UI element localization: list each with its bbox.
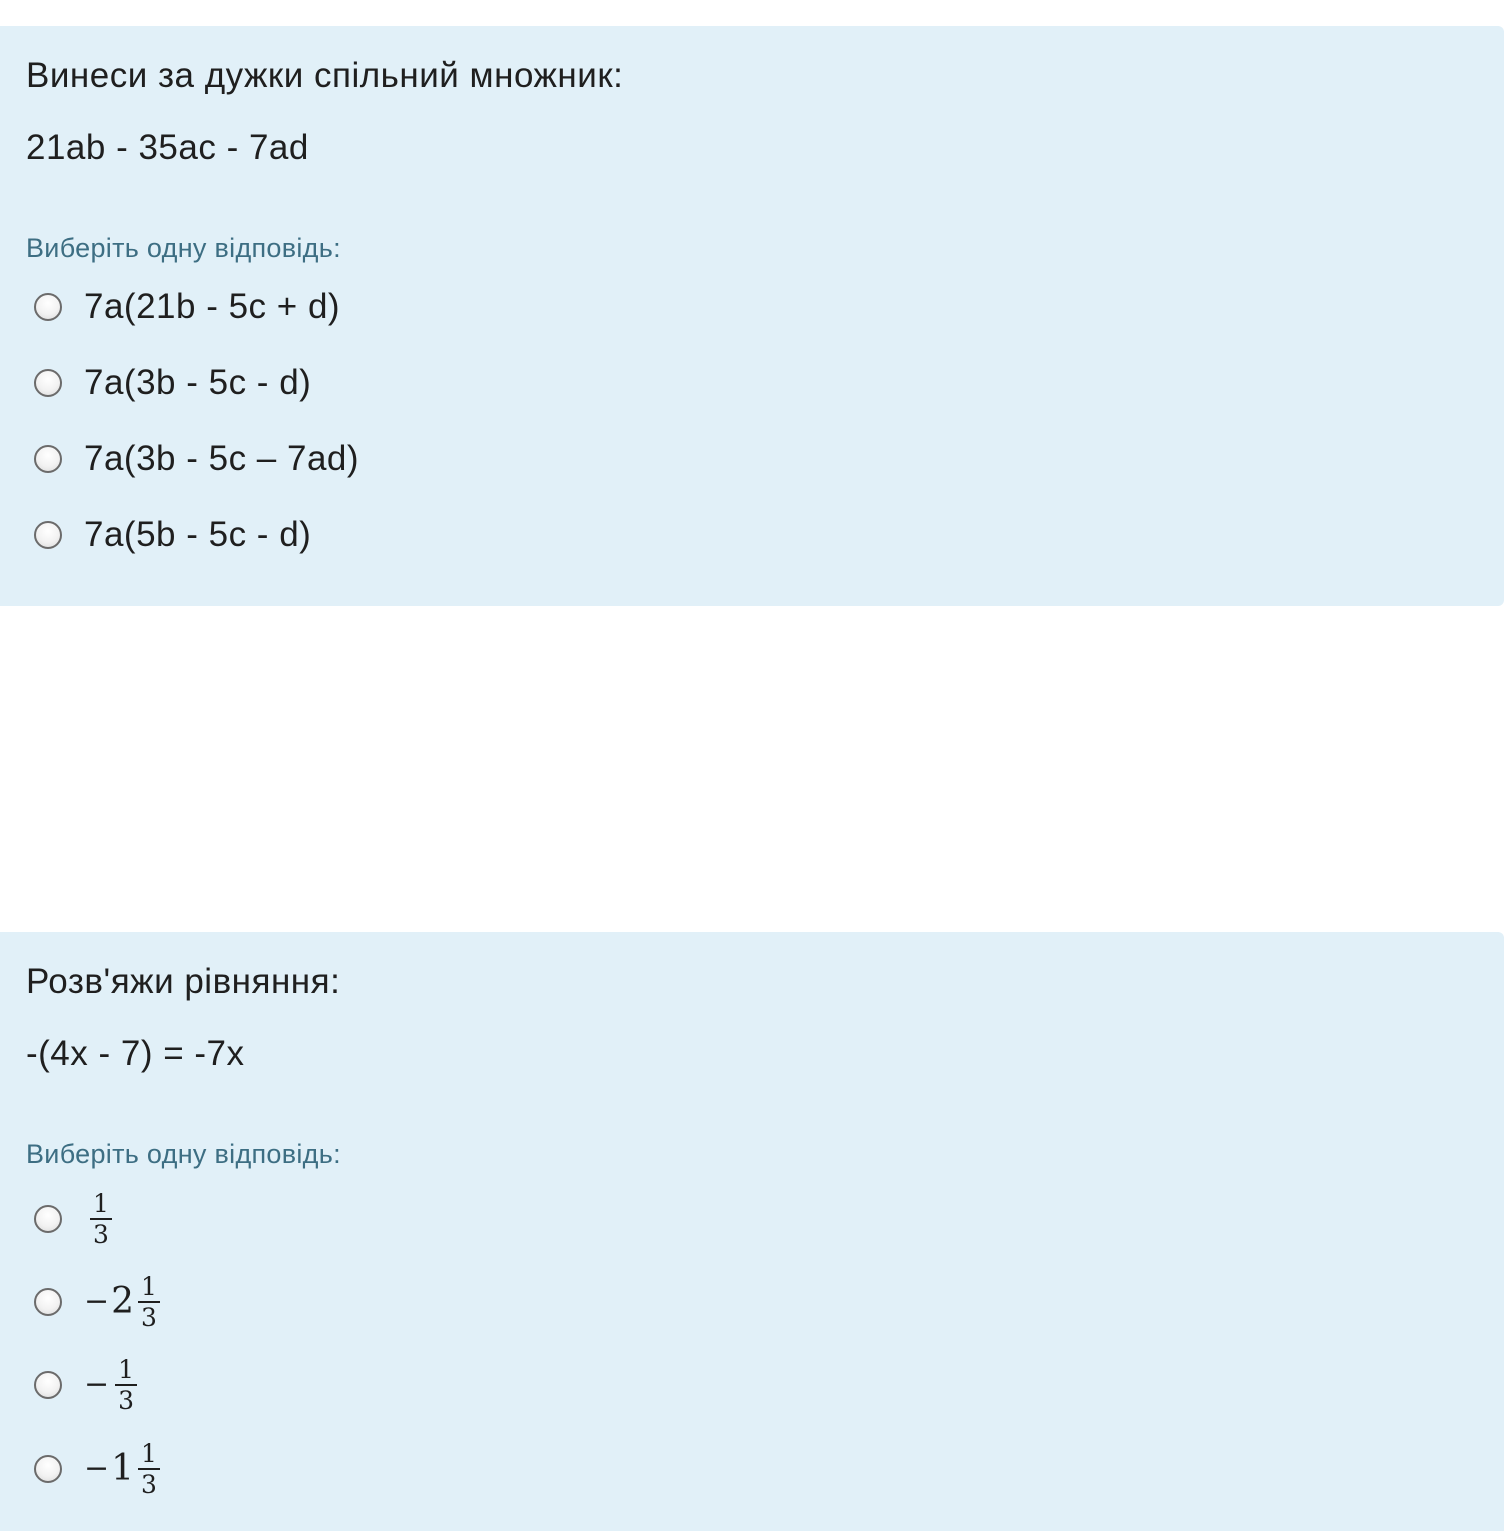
- whole-part: 2: [111, 1281, 135, 1322]
- whole-part: 1: [111, 1448, 135, 1489]
- radio-button[interactable]: [34, 293, 62, 321]
- answer-option-2[interactable]: [34, 1272, 160, 1332]
- radio-button[interactable]: [34, 445, 62, 473]
- answer-prompt: Виберіть одну відповідь:: [26, 1139, 341, 1169]
- numerator: 1: [138, 1440, 160, 1470]
- answer-prompt: Виберіть одну відповідь:: [26, 233, 341, 263]
- radio-button[interactable]: [34, 1205, 62, 1233]
- question-title: Розв'яжи рівняння:: [26, 962, 341, 1001]
- answer-option-label: 7a(3b - 5c - d): [84, 363, 312, 402]
- minus-sign: −: [84, 1284, 110, 1319]
- question-card-2: [0, 932, 1504, 1531]
- question-title: Винеси за дужки спільний множник:: [26, 56, 624, 95]
- denominator: 3: [141, 1470, 157, 1499]
- radio-button[interactable]: [34, 369, 62, 397]
- denominator: 3: [141, 1303, 157, 1332]
- answer-option-4[interactable]: [34, 510, 311, 560]
- answer-option-3[interactable]: [34, 434, 359, 484]
- answer-option-4[interactable]: [34, 1439, 160, 1499]
- answer-option-1[interactable]: [34, 1189, 112, 1249]
- fraction: [138, 1273, 160, 1331]
- answer-option-3[interactable]: [34, 1355, 137, 1415]
- radio-button[interactable]: [34, 1455, 62, 1483]
- question-card-1: [0, 26, 1504, 606]
- answer-option-label: 7a(21b - 5c + d): [84, 287, 341, 326]
- radio-button[interactable]: [34, 1371, 62, 1399]
- answer-option-math: [84, 1273, 160, 1331]
- minus-sign: −: [84, 1451, 110, 1486]
- question-expression: -(4x - 7) = -7x: [26, 1034, 245, 1073]
- numerator: 1: [115, 1356, 137, 1386]
- fraction: [90, 1190, 112, 1248]
- question-expression: 21ab - 35ac - 7ad: [26, 128, 309, 167]
- numerator: 1: [90, 1190, 112, 1220]
- minus-sign: −: [84, 1367, 110, 1402]
- answer-option-math: [84, 1440, 160, 1498]
- radio-button[interactable]: [34, 521, 62, 549]
- numerator: 1: [138, 1273, 160, 1303]
- answer-option-math: [84, 1356, 137, 1414]
- answer-option-1[interactable]: [34, 282, 340, 332]
- fraction: [115, 1356, 137, 1414]
- denominator: 3: [93, 1220, 109, 1249]
- answer-option-label: 7a(3b - 5c – 7ad): [84, 439, 360, 478]
- fraction: [138, 1440, 160, 1498]
- radio-button[interactable]: [34, 1288, 62, 1316]
- denominator: 3: [118, 1386, 135, 1415]
- answer-option-math: [84, 1190, 112, 1248]
- answer-option-label: 7a(5b - 5c - d): [84, 515, 312, 554]
- answer-option-2[interactable]: [34, 358, 311, 408]
